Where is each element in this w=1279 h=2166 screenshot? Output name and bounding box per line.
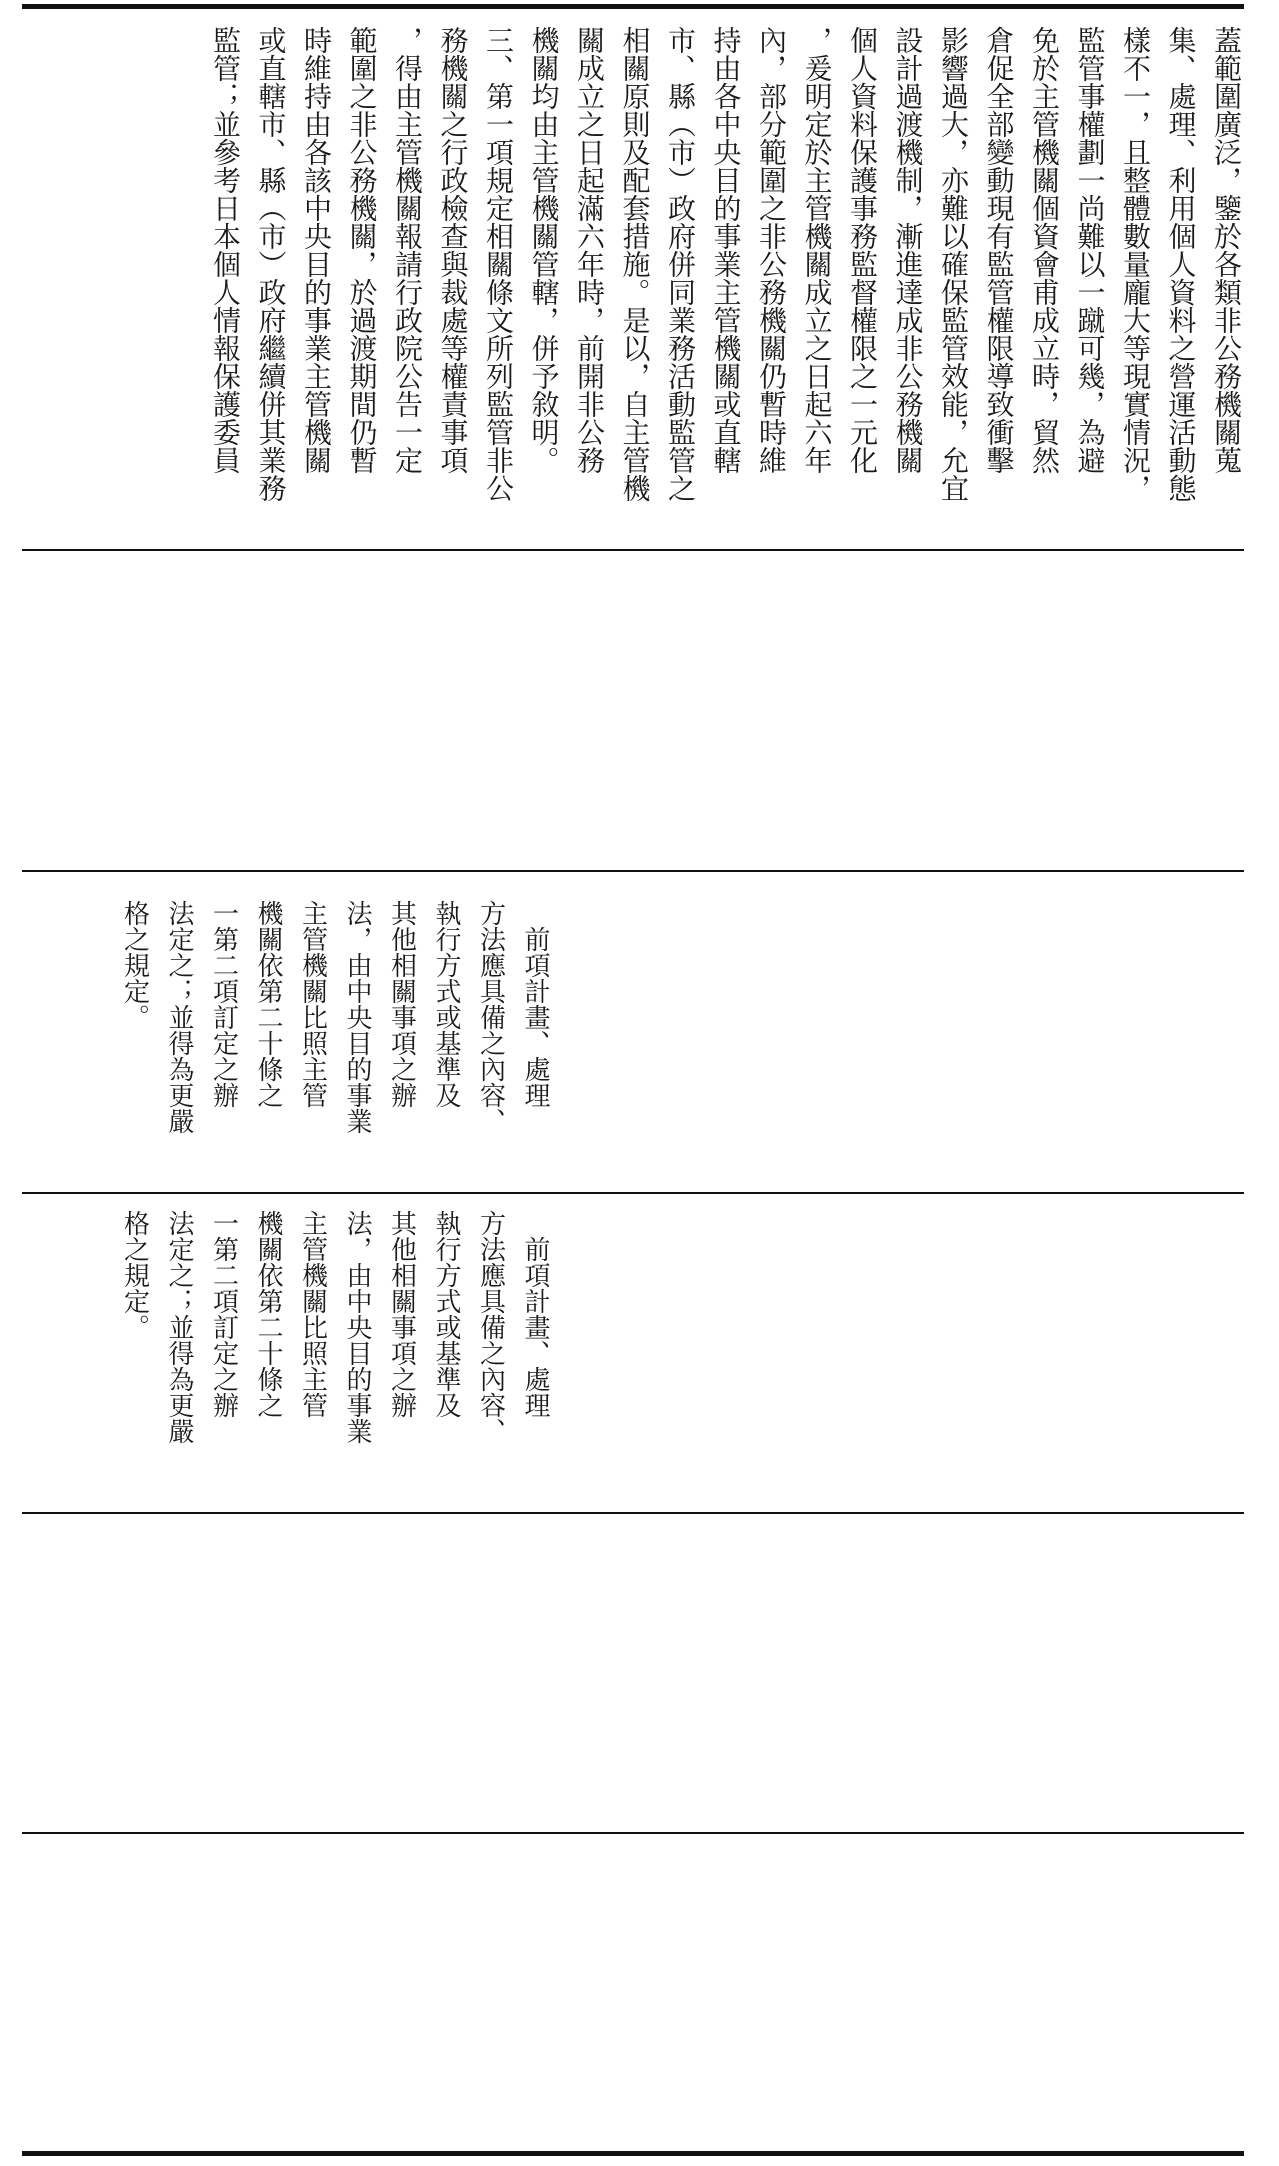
text-line: 方法應具備之內容、 [475, 900, 506, 1134]
text-line: 關成立之日起滿六年時，前開非公務 [573, 26, 606, 474]
text-line: 其他相關事項之辦 [386, 900, 417, 1108]
text-line: 一第二項訂定之辦 [208, 900, 239, 1108]
text-line: 個人資料保護事務監督權限之一元化 [846, 26, 879, 474]
text-line: 方法應具備之內容、 [475, 1210, 506, 1444]
text-line: 務機關之行政檢查與裁處等權責事項 [436, 26, 470, 474]
text-line: 或直轄市、縣（市）政府繼續併其業務 [254, 26, 288, 502]
section-divider-2 [22, 870, 1244, 872]
text-line: 主管機關比照主管 [297, 1210, 328, 1418]
text-line: 相關原則及配套措施。是以，自主管機 [618, 26, 652, 502]
text-line: 執行方式或基準及 [431, 900, 461, 1108]
text-line: 格之規定。 [119, 900, 150, 1030]
text-line: 免於主管機關個資會甫成立時，貿然 [1028, 26, 1061, 474]
text-line: 執行方式或基準及 [431, 1210, 461, 1418]
text-line: 機關依第二十條之 [253, 900, 283, 1108]
text-line: 機關依第二十條之 [253, 1210, 283, 1418]
text-line: 監管；並參考日本個人情報保護委員 [209, 26, 242, 474]
text-line: 三、第一項規定相關條文所列監管非公 [482, 26, 515, 502]
section-divider-4 [22, 1512, 1244, 1514]
text-line: 樣不一，且整體數量龐大等現實情況， [1119, 26, 1152, 502]
proposed-article-text-block [112, 900, 557, 1220]
text-line: 一第二項訂定之辦 [208, 1210, 239, 1418]
text-line: 內，部分範圍之非公務機關仍暫時維 [755, 26, 788, 474]
text-line: 法定之；並得為更嚴 [164, 900, 194, 1134]
text-line: ，得由主管機關報請行政院公告一定 [391, 26, 424, 474]
text-line: 時維持由各該中央目的事業主管機關 [300, 26, 333, 474]
section-divider-5 [22, 1832, 1244, 1834]
text-line: 倉促全部變動現有監管權限導致衝擊 [982, 26, 1016, 474]
text-line: 其他相關事項之辦 [386, 1210, 417, 1418]
text-line: 格之規定。 [119, 1210, 150, 1340]
text-line: 前項計畫、處理 [520, 900, 550, 1108]
text-line: 集、處理、利用個人資料之營運活動態 [1164, 26, 1198, 502]
section-divider-1 [22, 549, 1244, 551]
text-line: ，爰明定於主管機關成立之日起六年 [800, 26, 834, 474]
current-article-text-block [112, 1210, 557, 1530]
explanation-text-block [203, 26, 1250, 526]
text-line: 監管事權劃一尚難以一蹴可幾，為避 [1073, 26, 1107, 474]
text-line: 法定之；並得為更嚴 [164, 1210, 194, 1444]
text-line: 持由各中央目的事業主管機關或直轄 [709, 26, 743, 474]
text-line: 主管機關比照主管 [297, 900, 328, 1108]
text-line: 市、縣（市）政府併同業務活動監管之 [664, 26, 697, 502]
text-line: 前項計畫、處理 [520, 1210, 550, 1418]
text-line: 設計過渡機制，漸進達成非公務機關 [891, 26, 925, 474]
text-line: 機關均由主管機關管轄，併予敘明。 [527, 26, 561, 474]
bottom-rule [22, 2151, 1244, 2156]
text-line: 法，由中央目的事業 [342, 1210, 372, 1444]
text-line: 影響過大，亦難以確保監管效能，允宜 [937, 26, 970, 502]
top-rule [22, 4, 1244, 9]
text-line: 法，由中央目的事業 [342, 900, 372, 1134]
section-divider-3 [22, 1192, 1244, 1194]
text-line: 蓋範圍廣泛，鑒於各類非公務機關蒐 [1210, 26, 1243, 474]
text-line: 範圍之非公務機關，於過渡期間仍暫 [345, 26, 379, 474]
